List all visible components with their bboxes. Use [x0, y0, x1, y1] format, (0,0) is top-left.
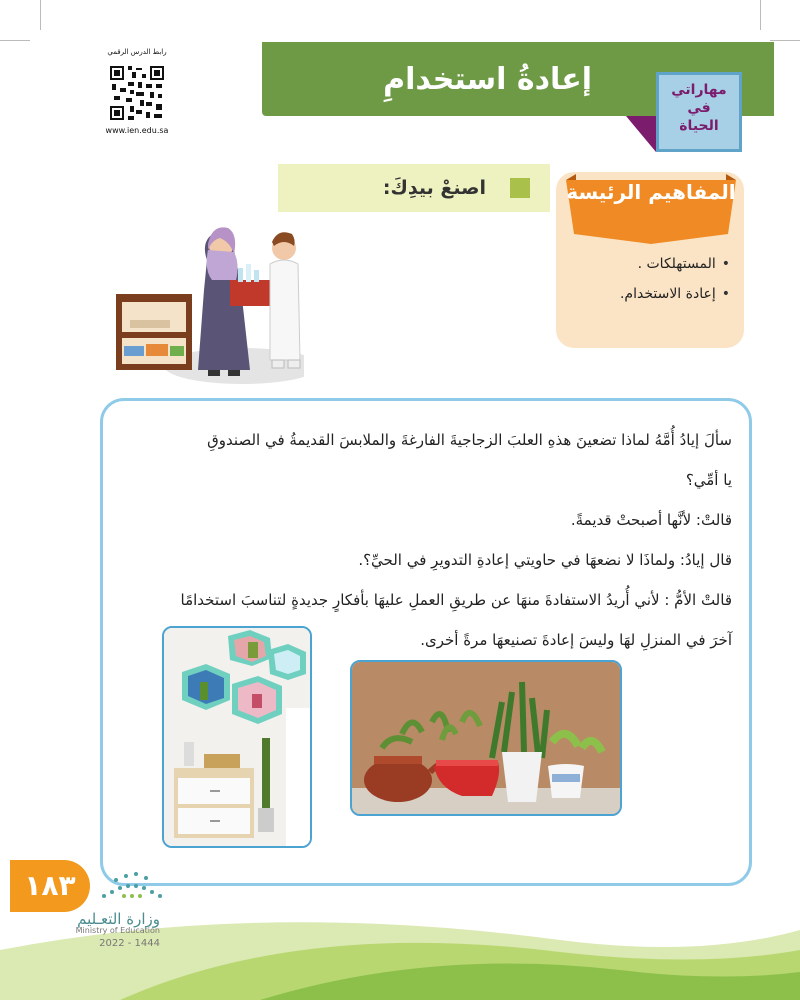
story-text — [112, 420, 732, 660]
section-tab-line: مهاراتي — [671, 82, 727, 98]
ministry-name-english: Ministry of Education — [75, 926, 160, 935]
concepts-list — [570, 256, 730, 316]
hexagon-shelves-photo — [162, 626, 312, 848]
qr-url[interactable]: www.ien.edu.sa — [105, 126, 169, 135]
crop-mark — [40, 0, 41, 30]
activity-square-icon — [510, 178, 530, 198]
section-tab-line: الحياة — [679, 118, 719, 134]
section-tab-line: في — [687, 100, 711, 116]
story-line: قالتْ الأمُّ : لأني أُريدُ الاستفادةَ منهَا عن طريقِ العملِ عليهَا بأفكارٍ جديدةٍ لتناسبَ استخدامًا — [180, 591, 732, 609]
qr-caption: رابط الدرس الرقمي — [107, 48, 167, 56]
story-line: يا أمِّي؟ — [685, 471, 732, 489]
story-line: قال إيادُ: ولماذَا لا نضعهَا في حاويتي إعادةِ التدويرِ في الحيِّ؟. — [358, 551, 732, 569]
crop-mark — [760, 0, 761, 30]
crop-mark — [0, 40, 30, 41]
section-tab — [656, 72, 742, 152]
page-number: ١٨٣ — [10, 860, 90, 912]
ministry-logo-icon — [100, 868, 166, 902]
activity-label: اصنعْ بيدِكَ: — [382, 177, 486, 199]
mother-son-illustration — [112, 220, 304, 386]
story-line: سألَ إيادُ أُمَّهُ لماذا تضعينَ هذهِ العلبَ الزجاجيةَ الفارغةَ والملابسَ القديمةُ في الصندوقِ — [207, 431, 732, 449]
edition-year: 2022 - 1444 — [99, 938, 160, 949]
concepts-title: المفاهيم الرئيسة — [566, 180, 736, 204]
banner-corner-fold — [626, 116, 656, 152]
story-line: آخرَ في المنزلِ لهَا وليسَ إعادةَ تصنيعهَا مرةً أخرى. — [420, 631, 732, 649]
teapot-plants-photo — [350, 660, 622, 816]
page-title: إعادةُ استخدامِ المستهلكات — [383, 62, 592, 157]
ministry-name-arabic: وزارة التعـليم — [77, 910, 160, 928]
crop-mark — [770, 40, 800, 41]
story-line: قالتْ: لأنَّها أصبحتْ قديمةً. — [570, 511, 732, 529]
qr-code-icon[interactable] — [108, 64, 166, 122]
concept-item: • المستهلكات . — [570, 256, 730, 272]
concept-item: • إعادة الاستخدام. — [570, 286, 730, 302]
